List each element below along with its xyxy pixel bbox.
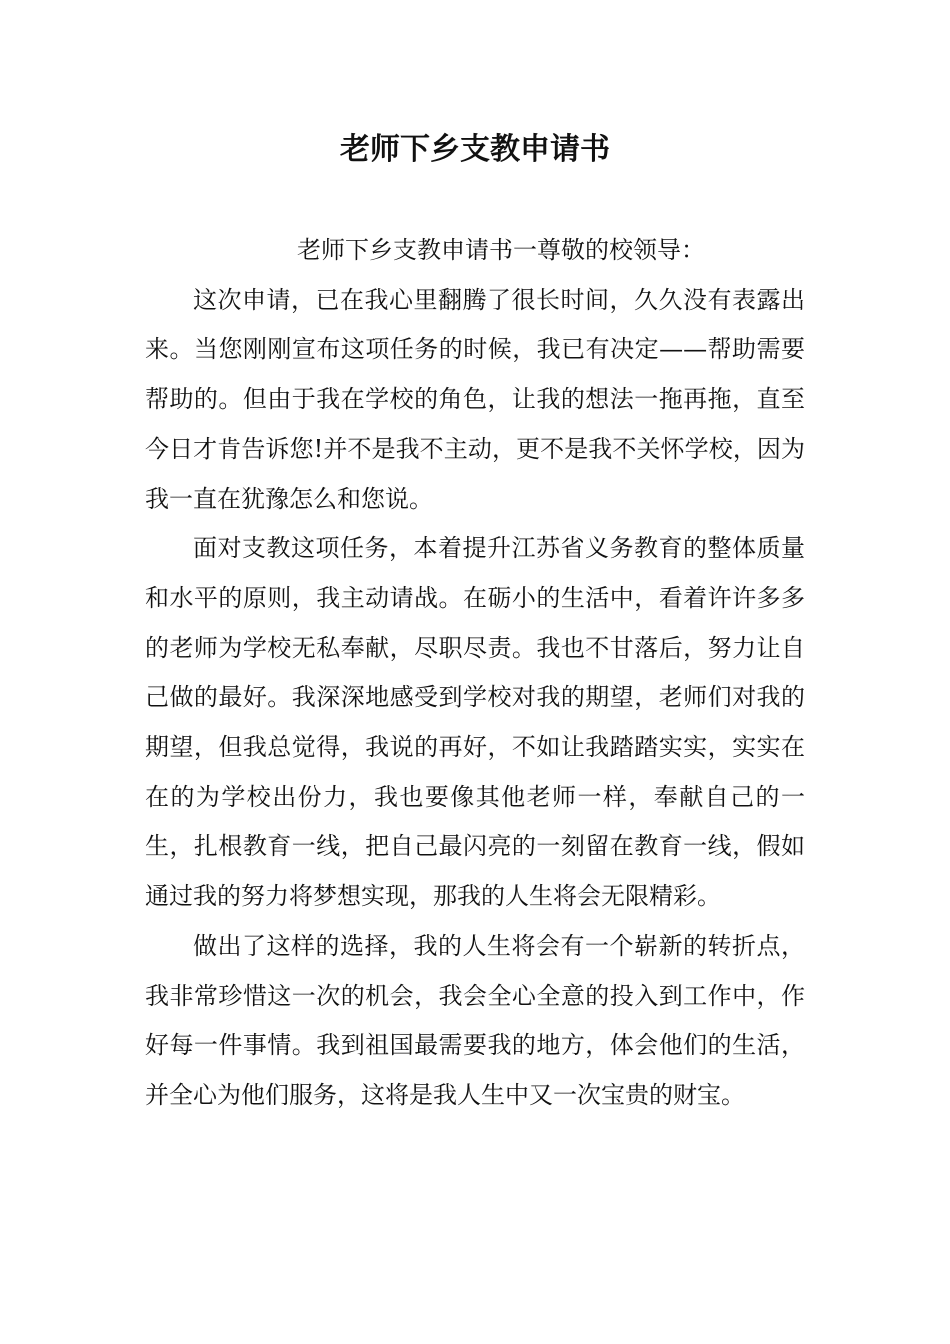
document-body (145, 226, 805, 1121)
body-paragraph-2: 面对支教这项任务，本着提升江苏省义务教育的整体质量和水平的原则，我主动请战。在砺小的生活中，看着许许多多的老师为学校无私奉献，尽职尽责。我也不甘落后，努力让自己做的最好。我深深地感受到学校对我的期望，老师们对我的期望，但我总觉得，我说的再好，不如让我踏踏实实，实实在在的为学校出份力，我也要像其他老师一样，奉献自己的一生，扎根教育一线，把自己最闪亮的一刻留在教育一线，假如通过我的努力将梦想实现，那我的人生将会无限精彩。 (145, 534, 805, 911)
body-paragraph-1: 这次申请，已在我心里翻腾了很长时间，久久没有表露出来。当您刚刚宣布这项任务的时候，我已有决定——帮助需要帮助的。但由于我在学校的角色，让我的想法一拖再拖，直至今日才肯告诉您!并不是我不主动，更不是我不关怀学校，因为我一直在犹豫怎么和您说。 (145, 285, 805, 513)
salutation-paragraph: 老师下乡支教申请书一尊敬的校领导： (297, 236, 705, 264)
document-title: 老师下乡支教申请书 (340, 132, 610, 167)
body-paragraph-3: 做出了这样的选择，我的人生将会有一个崭新的转折点，我非常珍惜这一次的机会，我会全心全意的投入到工作中，作好每一件事情。我到祖国最需要我的地方，体会他们的生活，并全心为他们服务，这将是我人生中又一次宝贵的财宝。 (145, 931, 805, 1109)
